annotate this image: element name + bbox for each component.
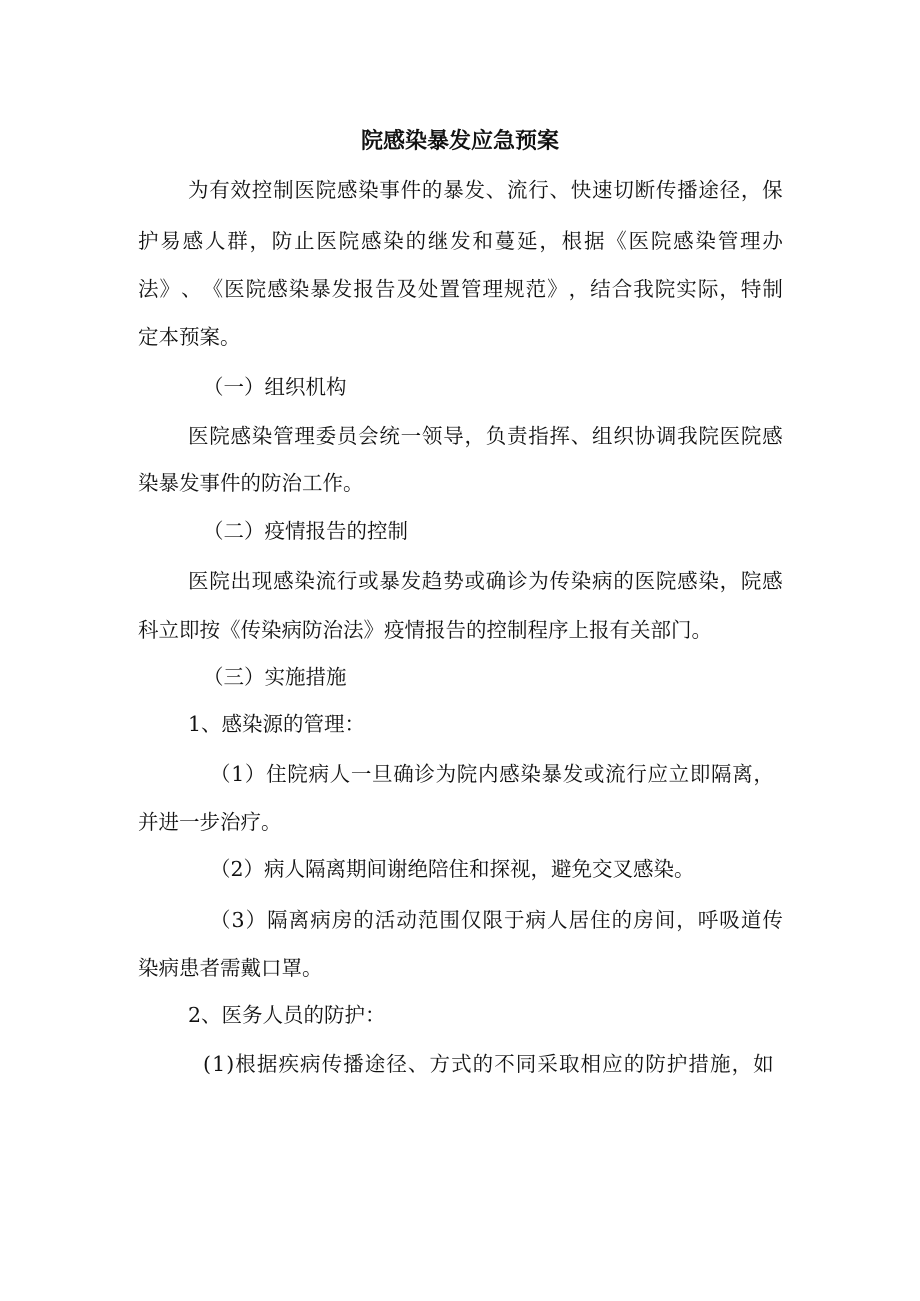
- text-line: 染病患者需戴口罩。: [138, 956, 323, 980]
- text-line: 护 易 感 人 群 ， 防 止 医 院 感 染 的 继 发 和 蔓 延 ， 根 据 《 医 院 感 染 管 理 办: [138, 229, 783, 253]
- text-line: 法 》 、 《 医 院 感 染 暴 发 报 告 及 处 置 管 理 规 范 》 ， 结 合 我 院 实 际 ， 特 制: [138, 277, 783, 301]
- section-heading-organization: （一）组织机构: [203, 375, 347, 399]
- text-line: 医 院 出 现 感 染 流 行 或 暴 发 趋 势 或 确 诊 为 传 染 病 的 医 院 感 染 ， 院 感: [188, 569, 783, 593]
- subheading-staff-protection: 2、医务人员的防护：: [188, 1003, 386, 1027]
- text-line: ( 1 ) 根 据 疾 病 传 播 途 径 、 方 式 的 不 同 采 取 相 应 的 防 护 措 施 ， 如: [203, 1052, 774, 1076]
- document-title: 院感染暴发应急预案: [360, 129, 559, 154]
- text-line: 为 有 效 控 制 医 院 感 染 事 件 的 暴 发 、 流 行 、 快 速 切 断 传 播 途 径 ， 保: [188, 178, 783, 202]
- section-heading-measures: （三）实施措施: [203, 665, 347, 689]
- text-line: 科立即按《传染病防治法》疫情报告的控制程序上报有关部门。: [138, 618, 712, 642]
- text-line: （2）病人隔离期间谢绝陪住和探视，避免交叉感染。: [210, 857, 695, 881]
- text-line: 定本预案。: [138, 325, 241, 349]
- text-line: 染暴发事件的防治工作。: [138, 471, 364, 495]
- text-line: 医 院 感 染 管 理 委 员 会 统 一 领 导 ， 负 责 指 挥 、 组 织 协 调 我 院 医 院 感: [188, 424, 783, 448]
- text-line: （ 1 ） 住 院 病 人 一 旦 确 诊 为 院 内 感 染 暴 发 或 流 行 应 立 即 隔 离 ，: [210, 762, 774, 786]
- section-heading-report-control: （二）疫情报告的控制: [203, 519, 408, 543]
- text-line: 并进一步治疗。: [138, 810, 282, 834]
- text-line: （ 3 ） 隔 离 病 房 的 活 动 范 围 仅 限 于 病 人 居 住 的 房 间 ， 呼 吸 道 传: [210, 908, 783, 932]
- subheading-infection-source: 1、感染源的管理：: [188, 712, 366, 736]
